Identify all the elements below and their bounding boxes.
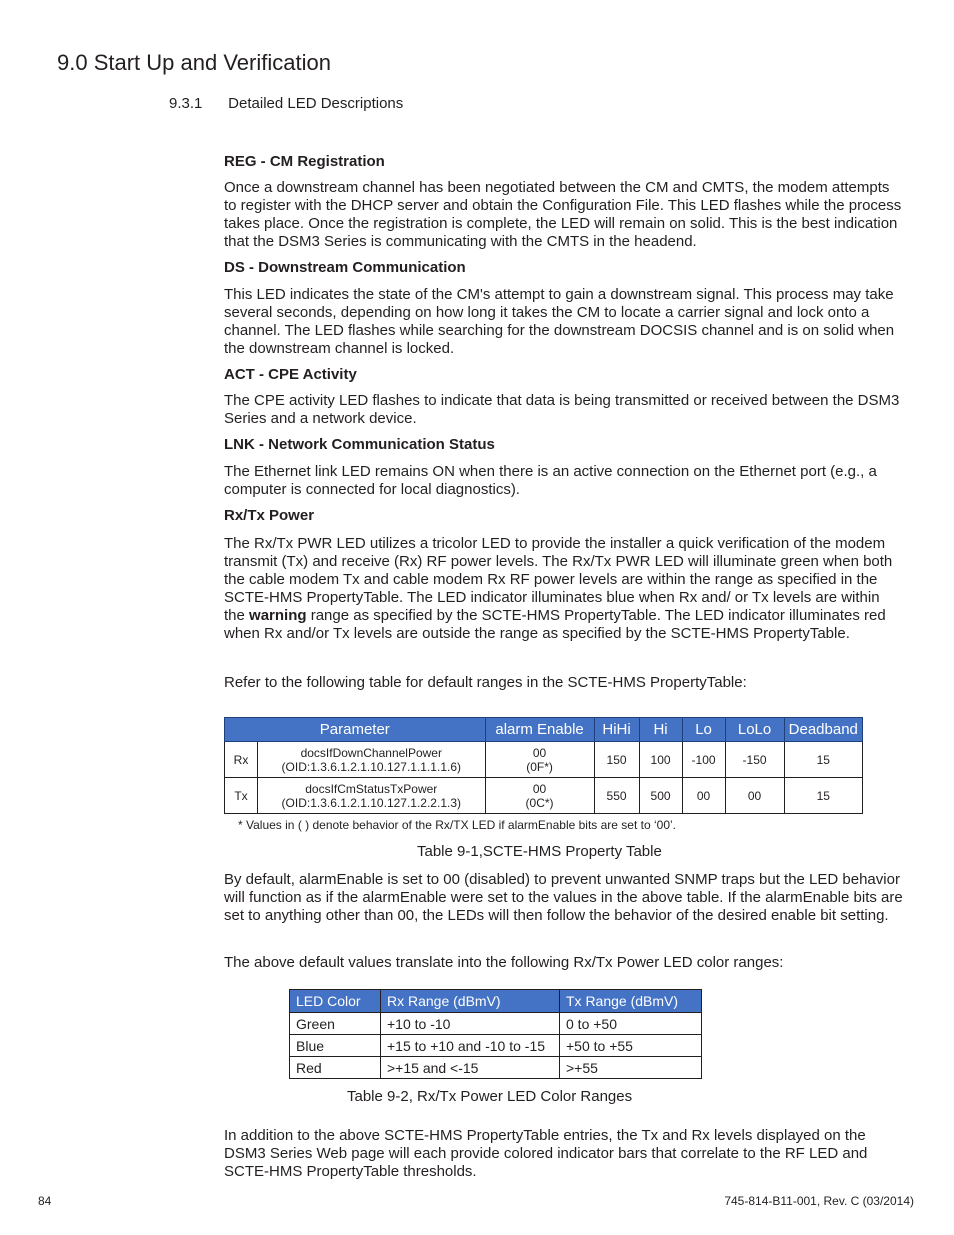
table-row (225, 742, 863, 778)
col-header-tx-range: Tx Range (dBmV) (560, 990, 702, 1013)
section-heading-reg: REG - CM Registration (224, 153, 385, 170)
col-header-hi: Hi (639, 718, 682, 742)
tx-range-cell: +50 to +55 (560, 1035, 702, 1057)
parameter-oid: (OID:1.3.6.1.2.1.10.127.1.2.2.1.3) (281, 795, 461, 810)
table1-caption: Table 9-1,SCTE-HMS Property Table (417, 843, 662, 860)
row-direction: Tx (225, 778, 258, 814)
parameter-oid: (OID:1.3.6.1.2.1.10.127.1.1.1.1.6) (281, 759, 461, 774)
col-header-lo: Lo (682, 718, 725, 742)
page-title: 9.0 Start Up and Verification (57, 50, 331, 75)
row-alarm-enable (485, 742, 594, 778)
subsection-heading (169, 95, 403, 112)
row-hihi: 150 (594, 742, 639, 778)
section-text-act: The CPE activity LED flashes to indicate that data is being transmitted or received between the DSM3 Series and a network device. (224, 392, 900, 427)
col-header-hihi: HiHi (594, 718, 639, 742)
col-header-parameter: Parameter (225, 718, 486, 742)
led-color-cell: Blue (290, 1035, 381, 1057)
alarm-led-value: (0C*) (525, 795, 554, 810)
alarm-value: 00 (532, 745, 547, 760)
translate-paragraph: The above default values translate into the following Rx/Tx Power LED color ranges: (224, 954, 784, 971)
led-color-cell: Green (290, 1013, 381, 1035)
row-deadband: 15 (784, 778, 862, 814)
led-color-cell: Red (290, 1057, 381, 1079)
row-parameter (258, 778, 486, 814)
section-text-lnk: The Ethernet link LED remains ON when there is an active connection on the Ethernet port (e.g., a computer is connected for local diagnostics). (224, 463, 877, 498)
col-header-alarm-enable: alarm Enable (485, 718, 594, 742)
subsection-title: Detailed LED Descriptions (228, 95, 404, 112)
tx-range-cell: >+55 (560, 1057, 702, 1079)
rx-range-cell: +15 to +10 and -10 to -15 (381, 1035, 560, 1057)
row-hi: 500 (639, 778, 682, 814)
col-header-deadband: Deadband (784, 718, 862, 742)
tx-range-cell: 0 to +50 (560, 1013, 702, 1035)
section-heading-lnk: LNK - Network Communication Status (224, 436, 495, 453)
parameter-name: docsIfDownChannelPower (300, 745, 442, 760)
table-header-row (225, 718, 863, 742)
row-hi: 100 (639, 742, 682, 778)
row-lo: 00 (682, 778, 725, 814)
section-heading-act: ACT - CPE Activity (224, 366, 357, 383)
section-heading-ds: DS - Downstream Communication (224, 259, 466, 276)
table-row (290, 1035, 702, 1057)
row-lolo: 00 (725, 778, 784, 814)
rx-range-cell: +10 to -10 (381, 1013, 560, 1035)
refer-paragraph: Refer to the following table for default ranges in the SCTE-HMS PropertyTable: (224, 674, 747, 691)
table-footnote: * Values in ( ) denote behavior of the Rx/TX LED if alarmEnable bits are set to ‘00’. (238, 818, 676, 832)
scte-hms-property-table (224, 717, 863, 814)
table-row (290, 1013, 702, 1035)
rxtx-text-part1: The Rx/Tx PWR LED utilizes a tricolor LED to provide the installer a quick verification of the modem transmit (Tx) and receive (Rx) RF power levels. The Rx/Tx PWR LED will illuminate green when both the cable modem Tx and cable modem Rx RF power levels are within the range as specified in the SCTE-HMS PropertyTable. The LED indicator illuminates blue when Rx and/ or Tx levels are within the (224, 535, 893, 624)
subsection-number: 9.3.1 (169, 95, 203, 112)
table-row (290, 1057, 702, 1079)
row-lolo: -150 (725, 742, 784, 778)
row-direction: Rx (225, 742, 258, 778)
page-number: 84 (38, 1194, 52, 1208)
row-hihi: 550 (594, 778, 639, 814)
alarm-value: 00 (532, 781, 547, 796)
section-text-rxtx (224, 535, 904, 643)
table-row (225, 778, 863, 814)
row-lo: -100 (682, 742, 725, 778)
rx-range-cell: >+15 and <-15 (381, 1057, 560, 1079)
led-color-ranges-table (289, 989, 702, 1079)
section-text-reg: Once a downstream channel has been negotiated between the CM and CMTS, the modem attempts to register with the DHCP server and obtain the Configuration File. This LED flashes while the process takes place. Once the registration is complete, the LED will remain on solid. This is the best indication that the DSM3 Series is communicating with the CMTS in the headend. (224, 179, 902, 250)
document-number: 745-814-B11-001, Rev. C (03/2014) (724, 1194, 914, 1208)
row-parameter (258, 742, 486, 778)
section-text-ds: This LED indicates the state of the CM's attempt to gain a downstream signal. This process may take several seconds, depending on how long it takes the CM to locate a carrier signal and lock onto a channel. The LED flashes while searching for the downstream DOCSIS channel and is on solid when the downstream channel is locked. (224, 286, 895, 357)
table2-caption: Table 9-2, Rx/Tx Power LED Color Ranges (347, 1088, 633, 1105)
col-header-rx-range: Rx Range (dBmV) (381, 990, 560, 1013)
default-paragraph: By default, alarmEnable is set to 00 (disabled) to prevent unwanted SNMP traps but the LED behavior will function as if the alarmEnable were set to the values in the above table. If the alarmEnable bits are set to anything other than 00, the LEDs will then follow the behavior of the desired enable bit setting. (224, 871, 903, 924)
rxtx-warning-bold: warning (249, 607, 307, 624)
row-alarm-enable (485, 778, 594, 814)
section-heading-rxtx: Rx/Tx Power (224, 507, 315, 524)
col-header-lolo: LoLo (725, 718, 784, 742)
final-paragraph: In addition to the above SCTE-HMS PropertyTable entries, the Tx and Rx levels displayed on the DSM3 Series Web page will each provide colored indicator bars that correlate to the RF LED and SCTE-HMS PropertyTable thresholds. (224, 1127, 868, 1180)
rxtx-text-part2: range as specified by the SCTE-HMS PropertyTable. The LED indicator illuminates red when Rx and/or Tx levels are outside the range as specified by the SCTE-HMS PropertyTable. (224, 607, 886, 642)
table-header-row (290, 990, 702, 1013)
row-deadband: 15 (784, 742, 862, 778)
parameter-name: docsIfCmStatusTxPower (305, 781, 438, 796)
col-header-led-color: LED Color (290, 990, 381, 1013)
alarm-led-value: (0F*) (526, 759, 553, 774)
